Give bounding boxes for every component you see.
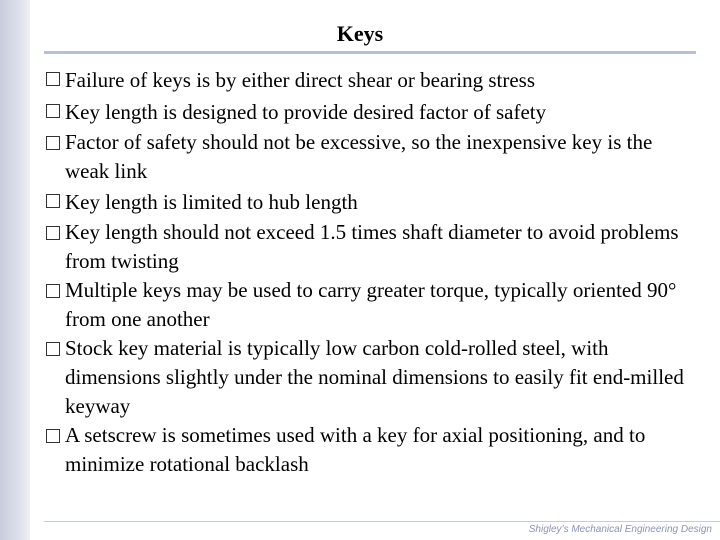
bullet-text: Key length is designed to provide desired factor of safety: [65, 100, 547, 124]
footer-credit: Shigley’s Mechanical Engineering Design: [528, 524, 712, 535]
title-divider: [44, 51, 696, 54]
bullet-item: [44, 421, 694, 479]
footer-divider: [44, 521, 720, 522]
bullet-item: [44, 186, 694, 218]
square-bullet-icon: [46, 104, 60, 118]
bullet-list: [44, 64, 694, 479]
left-decorative-band: [0, 0, 30, 540]
bullet-text: Multiple keys may be used to carry greater torque, typically oriented 90° from one another: [65, 278, 677, 331]
square-bullet-icon: [46, 136, 60, 150]
square-bullet-icon: [46, 72, 60, 86]
bullet-item: [44, 96, 694, 128]
slide-title: Keys: [336, 21, 384, 46]
bullet-text: Stock key material is typically low carbon cold-rolled steel, with dimensions slightly under the nominal dimensions to easily fit end-milled keyway: [65, 336, 684, 418]
square-bullet-icon: [46, 226, 60, 240]
square-bullet-icon: [46, 194, 60, 208]
bullet-item: [44, 276, 694, 334]
bullet-text: A setscrew is sometimes used with a key for axial positioning, and to minimize rotational backlash: [65, 423, 646, 476]
bullet-text: Key length is limited to hub length: [65, 190, 358, 214]
bullet-text: Factor of safety should not be excessive, so the inexpensive key is the weak link: [65, 130, 653, 183]
bullet-item: [44, 64, 694, 96]
bullet-item: [44, 128, 694, 186]
bullet-item: [44, 334, 694, 421]
bullet-item: [44, 218, 694, 276]
square-bullet-icon: [46, 429, 60, 443]
bullet-text: Failure of keys is by either direct shear or bearing stress: [65, 68, 536, 92]
square-bullet-icon: [46, 342, 60, 356]
square-bullet-icon: [46, 284, 60, 298]
bullet-text: Key length should not exceed 1.5 times shaft diameter to avoid problems from twisting: [65, 220, 679, 273]
